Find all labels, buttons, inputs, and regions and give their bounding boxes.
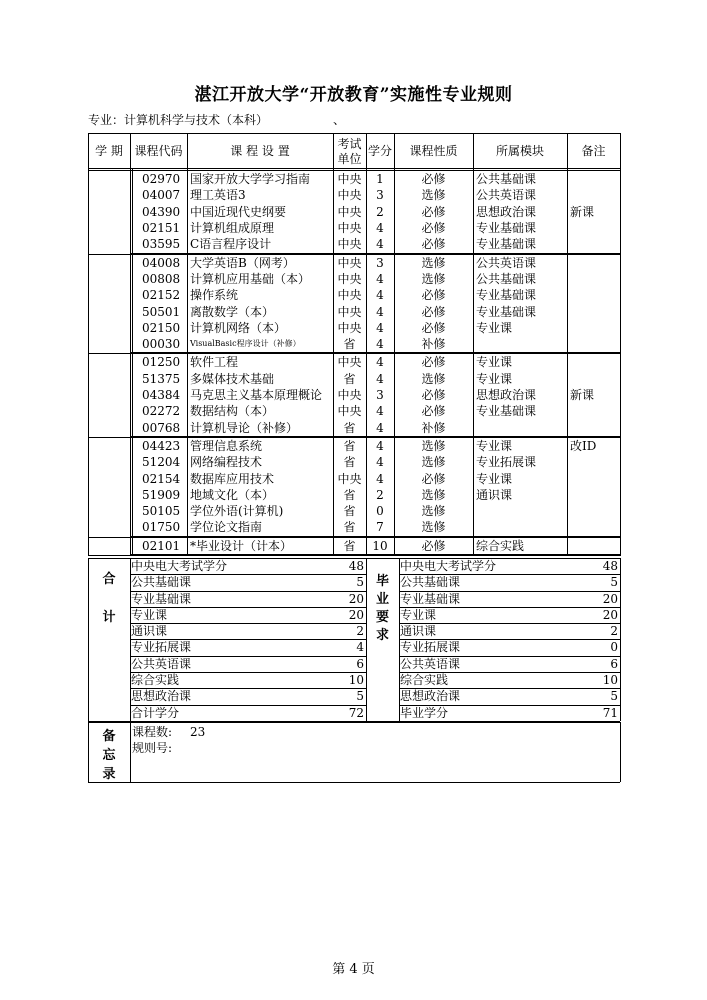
course-nature: 必修 — [421, 320, 446, 335]
summary-right-value: 5 — [610, 575, 618, 590]
course-module: 专业拓展课 — [476, 455, 537, 470]
course-name: VisualBasic程序设计（补修） — [190, 339, 301, 349]
course-credit: 4 — [376, 404, 384, 419]
course-code: 04423 — [142, 438, 181, 453]
course-nature: 必修 — [421, 172, 446, 187]
course-nature: 必修 — [421, 404, 446, 419]
course-code: 00768 — [142, 420, 181, 435]
memo-border — [620, 722, 621, 782]
exam-unit: 中央 — [337, 237, 362, 252]
course-credit: 0 — [376, 504, 384, 519]
summary-right-label: 专业课 — [400, 607, 437, 622]
course-module: 公共基础课 — [476, 271, 537, 286]
course-nature: 选修 — [421, 371, 446, 386]
course-module: 专业课 — [476, 438, 513, 453]
summary-right-value: 6 — [610, 656, 618, 671]
course-module: 专业课 — [476, 471, 513, 486]
summary-left-label: 专业基础课 — [131, 591, 192, 606]
column-border — [567, 133, 568, 556]
memo-title-char: 忘 — [102, 747, 116, 763]
summary-right-label: 综合实践 — [400, 673, 449, 687]
summary-left-value: 5 — [356, 689, 364, 704]
course-name: 马克思主义基本原理概论 — [190, 388, 323, 403]
course-credit: 4 — [376, 371, 384, 386]
course-name: 计算机组成原理 — [190, 221, 275, 236]
course-code: 04384 — [142, 388, 181, 403]
exam-unit: 中央 — [337, 320, 362, 335]
column-border — [473, 133, 474, 556]
column-border-double — [132, 168, 133, 556]
course-code: 02152 — [142, 288, 181, 303]
course-nature: 选修 — [421, 520, 446, 535]
course-nature: 补修 — [421, 337, 446, 352]
header-code: 课程代码 — [134, 144, 183, 158]
major-text: 专业：计算机科学与技术（本科） — [88, 113, 269, 127]
summary-left-label: 合计学分 — [131, 705, 180, 720]
summary-right-label: 专业基础课 — [400, 591, 461, 606]
summary-left-title-char: 合 — [102, 571, 116, 587]
summary-right-value: 2 — [610, 624, 618, 639]
summary-left-value: 72 — [348, 705, 364, 720]
course-credit: 2 — [376, 487, 384, 502]
course-module: 专业课 — [476, 371, 513, 386]
course-nature: 选修 — [421, 438, 446, 453]
memo-bottom-border — [88, 782, 620, 783]
course-module: 专业基础课 — [476, 288, 537, 303]
summary-right-value: 20 — [602, 607, 618, 622]
exam-unit: 省 — [343, 420, 356, 435]
course-credit: 3 — [376, 388, 384, 403]
course-nature: 选修 — [421, 188, 446, 203]
course-name: 多媒体技术基础 — [190, 371, 275, 386]
course-nature: 选修 — [421, 487, 446, 502]
course-nature: 必修 — [421, 471, 446, 486]
course-nature: 必修 — [421, 388, 446, 403]
exam-unit: 省 — [343, 520, 356, 535]
course-name: 计算机应用基础（本） — [190, 271, 311, 286]
summary-left-title-char: 计 — [102, 609, 116, 625]
column-border — [394, 133, 395, 556]
course-credit: 10 — [372, 538, 388, 553]
course-note: 改ID — [570, 438, 597, 453]
course-credit: 4 — [376, 355, 384, 370]
course-credit: 1 — [376, 172, 384, 187]
summary-right-label: 通识课 — [400, 624, 437, 639]
course-credit: 4 — [376, 237, 384, 252]
summary-right-value: 10 — [602, 673, 618, 687]
summary-left-label: 公共英语课 — [131, 656, 192, 671]
table-top-border — [88, 133, 620, 134]
header-module: 所属模块 — [495, 144, 544, 158]
course-nature: 必修 — [421, 288, 446, 303]
memo-course-count-label: 课程数: — [132, 724, 173, 739]
column-border — [366, 133, 367, 556]
course-nature: 必修 — [421, 304, 446, 319]
exam-unit: 省 — [343, 337, 356, 352]
course-module: 通识课 — [476, 487, 513, 502]
header-unit-line2: 单位 — [337, 152, 362, 166]
course-credit: 7 — [376, 520, 384, 535]
summary-right-value: 20 — [602, 591, 618, 606]
header-name: 课 程 设 置 — [230, 144, 290, 158]
course-code: 04007 — [142, 188, 181, 203]
summary-left-value: 5 — [356, 575, 364, 590]
course-nature: 必修 — [421, 221, 446, 236]
course-name: 离散数学（本） — [190, 304, 275, 319]
course-module: 公共英语课 — [476, 188, 537, 203]
summary-right-title-char: 求 — [375, 627, 389, 643]
exam-unit: 省 — [343, 538, 356, 553]
exam-unit: 省 — [343, 371, 356, 386]
summary-left-label: 思想政治课 — [131, 689, 192, 704]
exam-unit: 省 — [343, 504, 356, 519]
course-credit: 3 — [376, 188, 384, 203]
course-code: 02101 — [142, 538, 181, 553]
summary-right-value: 71 — [602, 705, 618, 720]
course-name: 操作系统 — [190, 288, 239, 303]
course-name: 地域文化（本） — [190, 487, 275, 502]
course-credit: 4 — [376, 320, 384, 335]
summary-left-label: 综合实践 — [131, 673, 180, 687]
column-border — [88, 133, 89, 556]
course-code: 00808 — [142, 271, 181, 286]
major-mark: 、 — [333, 113, 346, 127]
course-credit: 4 — [376, 304, 384, 319]
exam-unit: 中央 — [337, 355, 362, 370]
major-label — [88, 111, 346, 128]
course-code: 51204 — [142, 455, 181, 470]
summary-right-value: 5 — [610, 689, 618, 704]
course-credit: 4 — [376, 221, 384, 236]
header-note: 备注 — [581, 144, 606, 158]
header-nature: 课程性质 — [409, 144, 458, 158]
page-title: 湛江开放大学“开放教育”实施性专业规则 — [194, 85, 513, 105]
summary-right-title-char: 业 — [375, 591, 389, 607]
exam-unit: 中央 — [337, 304, 362, 319]
course-module: 公共英语课 — [476, 255, 537, 270]
course-name: C语言程序设计 — [190, 237, 272, 252]
summary-right-label: 公共英语课 — [400, 656, 461, 671]
memo-title-char: 录 — [102, 766, 116, 782]
course-note: 新课 — [570, 204, 595, 219]
exam-unit: 中央 — [337, 404, 362, 419]
summary-right-value: 48 — [602, 558, 618, 573]
exam-unit: 中央 — [337, 221, 362, 236]
course-module: 专业基础课 — [476, 237, 537, 252]
course-name: 大学英语B（网考） — [190, 255, 295, 270]
course-name: 数据库应用技术 — [190, 471, 275, 486]
course-name: 学位外语(计算机) — [190, 504, 284, 519]
course-code: 51375 — [142, 371, 181, 386]
course-module: 公共基础课 — [476, 172, 537, 187]
course-nature: 选修 — [421, 271, 446, 286]
course-code: 50501 — [142, 304, 181, 319]
summary-left-label: 专业课 — [131, 607, 168, 622]
group-bottom-border-outer — [88, 555, 620, 556]
course-code: 50105 — [142, 504, 181, 519]
summary-right-label: 思想政治课 — [400, 689, 461, 704]
exam-unit: 中央 — [337, 288, 362, 303]
summary-left-value: 6 — [356, 656, 364, 671]
header-unit-line1: 考试 — [337, 137, 362, 151]
summary-left-label: 专业拓展课 — [131, 640, 192, 655]
course-nature: 选修 — [421, 255, 446, 270]
course-module: 专业基础课 — [476, 304, 537, 319]
course-credit: 4 — [376, 271, 384, 286]
summary-left-value: 48 — [348, 558, 364, 573]
course-module: 思想政治课 — [476, 204, 537, 219]
course-nature: 必修 — [421, 355, 446, 370]
summary-border — [620, 558, 621, 721]
summary-left-value: 2 — [356, 624, 364, 639]
course-nature: 必修 — [421, 538, 446, 553]
exam-unit: 省 — [343, 438, 356, 453]
exam-unit: 中央 — [337, 271, 362, 286]
course-name: 网络编程技术 — [190, 455, 263, 470]
summary-left-label: 公共基础课 — [131, 575, 192, 590]
course-code: 02150 — [142, 320, 181, 335]
course-module: 专业基础课 — [476, 221, 537, 236]
course-name: 数据结构（本） — [190, 404, 275, 419]
course-nature: 选修 — [421, 504, 446, 519]
memo-course-count: 23 — [190, 724, 206, 739]
memo-border — [130, 722, 131, 782]
course-code: 02151 — [142, 221, 181, 236]
course-credit: 4 — [376, 337, 384, 352]
summary-right-label: 中央电大考试学分 — [400, 558, 497, 573]
memo-rule-no-label: 规则号: — [132, 740, 173, 755]
course-code: 51909 — [142, 487, 181, 502]
course-name: *毕业设计（计本） — [190, 538, 293, 553]
course-nature: 必修 — [421, 204, 446, 219]
course-code: 04390 — [142, 204, 181, 219]
exam-unit: 中央 — [337, 471, 362, 486]
page-footer: 第 4 页 — [332, 962, 375, 977]
course-code: 02970 — [142, 172, 181, 187]
memo-top-border — [88, 722, 620, 723]
summary-border — [399, 558, 400, 721]
course-code: 01250 — [142, 355, 181, 370]
header-term: 学 期 — [95, 144, 123, 158]
course-credit: 4 — [376, 420, 384, 435]
course-name: 中国近现代史纲要 — [190, 204, 287, 219]
course-name: 国家开放大学学习指南 — [190, 172, 311, 187]
course-code: 00030 — [142, 337, 181, 352]
course-note: 新课 — [570, 388, 595, 403]
course-nature: 补修 — [421, 420, 446, 435]
exam-unit: 中央 — [337, 388, 362, 403]
summary-left-value: 4 — [356, 640, 364, 655]
column-border — [130, 133, 131, 556]
course-name: 学位论文指南 — [190, 520, 263, 535]
summary-left-label: 中央电大考试学分 — [131, 558, 228, 573]
course-nature: 必修 — [421, 237, 446, 252]
exam-unit: 省 — [343, 487, 356, 502]
course-module: 专业课 — [476, 320, 513, 335]
summary-right-label: 公共基础课 — [400, 575, 461, 590]
summary-right-title-char: 要 — [375, 609, 389, 625]
summary-left-value: 20 — [348, 591, 364, 606]
column-border — [620, 133, 621, 556]
course-module: 综合实践 — [476, 538, 525, 553]
summary-left-value: 20 — [348, 607, 364, 622]
course-credit: 4 — [376, 288, 384, 303]
course-module: 专业课 — [476, 355, 513, 370]
summary-right-label: 毕业学分 — [400, 705, 449, 720]
exam-unit: 省 — [343, 455, 356, 470]
summary-left-value: 10 — [348, 673, 364, 687]
course-code: 02154 — [142, 471, 181, 486]
exam-unit: 中央 — [337, 255, 362, 270]
memo-title-char: 备 — [102, 728, 116, 744]
summary-right-title-char: 毕 — [375, 573, 389, 589]
course-credit: 2 — [376, 204, 384, 219]
course-name: 软件工程 — [190, 355, 239, 370]
header-bottom-border — [88, 168, 620, 169]
summary-border — [130, 558, 131, 721]
course-code: 01750 — [142, 520, 181, 535]
course-name: 计算机网络（本） — [190, 320, 287, 335]
course-name: 计算机导论（补修） — [190, 420, 299, 435]
course-code: 03595 — [142, 237, 181, 252]
course-credit: 4 — [376, 438, 384, 453]
course-module: 思想政治课 — [476, 388, 537, 403]
summary-left-label: 通识课 — [131, 624, 168, 639]
column-border — [333, 133, 334, 556]
summary-right-value: 0 — [610, 640, 618, 655]
header-credit: 学分 — [367, 144, 392, 158]
exam-unit: 中央 — [337, 172, 362, 187]
course-name: 理工英语3 — [190, 188, 246, 203]
summary-right-label: 专业拓展课 — [400, 640, 461, 655]
exam-unit: 中央 — [337, 204, 362, 219]
exam-unit: 中央 — [337, 188, 362, 203]
course-credit: 3 — [376, 255, 384, 270]
course-code: 04008 — [142, 255, 181, 270]
course-nature: 选修 — [421, 455, 446, 470]
column-border — [187, 133, 188, 556]
course-credit: 4 — [376, 455, 384, 470]
course-module: 专业基础课 — [476, 404, 537, 419]
course-credit: 4 — [376, 471, 384, 486]
course-code: 02272 — [142, 404, 181, 419]
course-name: 管理信息系统 — [190, 438, 263, 453]
